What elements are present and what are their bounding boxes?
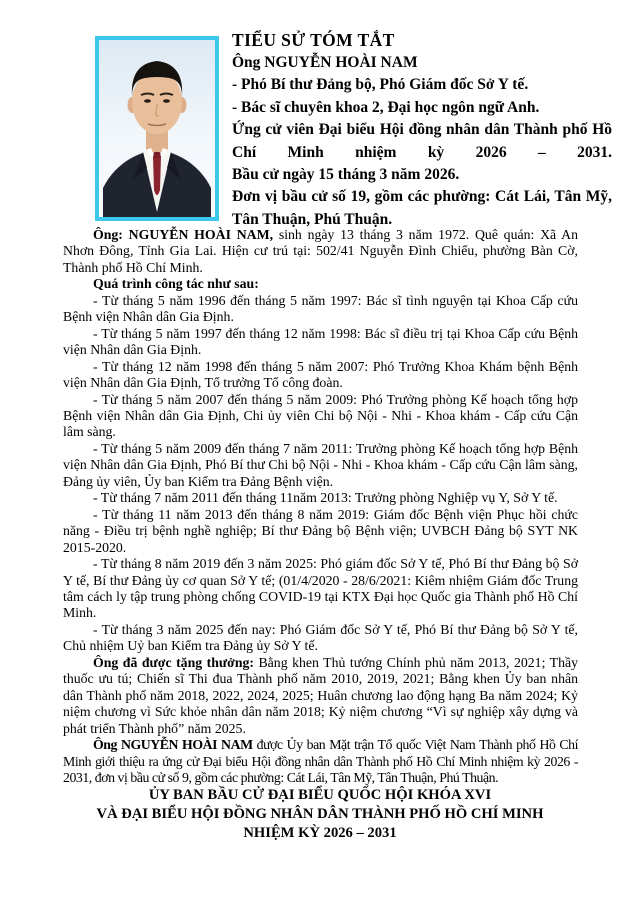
election-unit-line: Đơn vị bầu cử số 19, gồm các phường: Cát Lái, Tân Mỹ, Tân Thuận, Phú Thuận. [232,188,612,228]
career-item: - Từ tháng 5 năm 2009 đến tháng 7 năm 2011: Trưởng phòng Kế hoạch tổng hợp Bệnh viện Nhân dân Gia Định, Phó Bí thư Chi bộ Nội - Nhi - Khoa khám - Cấp cứu Cận lâm sàng, Đảng ủy viên, Ủy ban Kiểm tra Đảng Bệnh viện. [63,440,578,489]
footer-line-1: ỦY BAN BẦU CỬ ĐẠI BIỂU QUỐC HỘI KHÓA XVI [148,787,492,803]
role-line-1: - Phó Bí thư Đảng bộ, Phó Giám đốc Sở Y tế. [232,76,529,94]
intro-paragraph [63,227,578,276]
career-item: - Từ tháng 3 năm 2025 đến nay: Phó Giám đốc Sở Y tế, Phó Bí thư Đảng bộ Sở Y tế, Chủ nhiệm Uỷ ban Kiểm tra Đảng ủy Sở Y tế. [63,621,578,654]
intro-lead: Ông: NGUYỄN HOÀI NAM, [93,227,274,242]
awards-paragraph [63,655,578,737]
role-line-2: - Bác sĩ chuyên khoa 2, Đại học ngôn ngữ Anh. [232,98,540,116]
footer-line-3: NHIỆM KỲ 2026 – 2031 [243,825,397,841]
career-item: - Từ tháng 12 năm 1998 đến tháng 5 năm 2007: Phó Trưởng Khoa Khám bệnh Bệnh viện Nhân dân Gia Định, Tổ trưởng Tổ công đoàn. [63,358,578,391]
awards-lead: Ông đã được tặng thưởng: [93,654,254,670]
career-item: - Từ tháng 5 năm 1996 đến tháng 5 năm 1997: Bác sĩ tình nguyện tại Khoa Cấp cứu Bệnh viện Nhân dân Gia Định. [63,292,578,325]
candidate-name: Ông NGUYỄN HOÀI NAM [232,54,418,71]
nomination-paragraph [63,737,578,786]
document-header [232,28,612,231]
election-date-line: Bầu cử ngày 15 tháng 3 năm 2026. [232,166,460,184]
page-title: TIỂU SỬ TÓM TẮT [232,30,395,50]
nomination-text: được Ủy ban Mặt trận Tổ quốc Việt Nam Thành phố Hồ Chí Minh giới thiệu ra ứng cử Đại biểu Hội đồng nhân dân Thành phố Hồ Chí Minh nhiệm kỳ 2026 - 2031, đơn vị bầu cử số 9, gồm các phường: Cát Lái, Tân Mỹ, Tân Thuận, Phú Thuận. [63,737,578,785]
document-body [63,227,578,786]
career-item: - Từ tháng 5 năm 1997 đến tháng 12 năm 1998: Bác sĩ điều trị tại Khoa Cấp cứu Bệnh viện Nhân dân Gia Định. [63,325,578,358]
footer-line-2: VÀ ĐẠI BIỂU HỘI ĐỒNG NHÂN DÂN THÀNH PHỐ HỒ CHÍ MINH [96,806,544,822]
awards-text: Bằng khen Thủ tướng Chính phủ năm 2013, 2021; Thầy thuốc ưu tú; Chiến sĩ Thi đua Thành phố năm 2010, 2019, 2021; Bằng khen Ủy ban nhân dân Thành phố năm 2018, 2022, 2024, 2025; Huân chương lao động hạng Ba năm 2024; Kỷ niệm chương vì Sức khỏe nhân dân năm 2018; Kỷ niệm chương “Vì sự nghiệp xây dựng và phát triển Thành phố” năm 2025. [63,654,578,736]
career-item: - Từ tháng 11 năm 2013 đến tháng 8 năm 2019: Giám đốc Bệnh viện Phục hồi chức năng - Điều trị bệnh nghề nghiệp; Bí thư Đảng bộ Bệnh viện; UVBCH Đảng bộ SYT NK 2015-2020. [63,506,578,555]
career-heading: Quá trình công tác như sau: [93,276,259,292]
intro-text: sinh ngày 13 tháng 3 năm 1972. Quê quán: Xã An Nhơn Đông, Tỉnh Gia Lai. Hiện cư trú tại: 502/41 Nguyễn Đình Chiểu, phường Bàn Cờ, Thành phố Hồ Chí Minh. [63,227,578,275]
career-item: - Từ tháng 8 năm 2019 đến 3 năm 2025: Phó giám đốc Sở Y tế, Phó Bí thư Đảng bộ Sở Y tế, Bí thư Đảng ủy cơ quan Sở Y tế; (01/4/2020 - 28/6/2021: Kiêm nhiệm Giám đốc Trung tâm cách ly tập trung phòng chống COVID-19 tại KTX Đại học Quốc gia Thành phố Hồ Chí Minh. [63,556,578,621]
candidacy-line: Ứng cử viên Đại biểu Hội đồng nhân dân Thành phố Hồ Chí Minh nhiệm kỳ 2026 – 2031. [232,121,612,161]
portrait-image [99,40,215,217]
career-item: - Từ tháng 7 năm 2011 đến tháng 11năm 2013: Trưởng phòng Nghiệp vụ Y, Sở Y tế. [93,490,558,506]
nomination-lead: Ông NGUYỄN HOÀI NAM [93,737,253,753]
candidate-photo [95,36,219,221]
career-item: - Từ tháng 5 năm 2007 đến tháng 5 năm 2009: Phó Trưởng phòng Kế hoạch tổng hợp Bệnh viện Nhân dân Gia Định, Chi ủy viên Chi bộ Nội - Nhi - Khoa khám - Cấp cứu Cận lâm sàng. [63,391,578,440]
document-footer [0,786,640,843]
